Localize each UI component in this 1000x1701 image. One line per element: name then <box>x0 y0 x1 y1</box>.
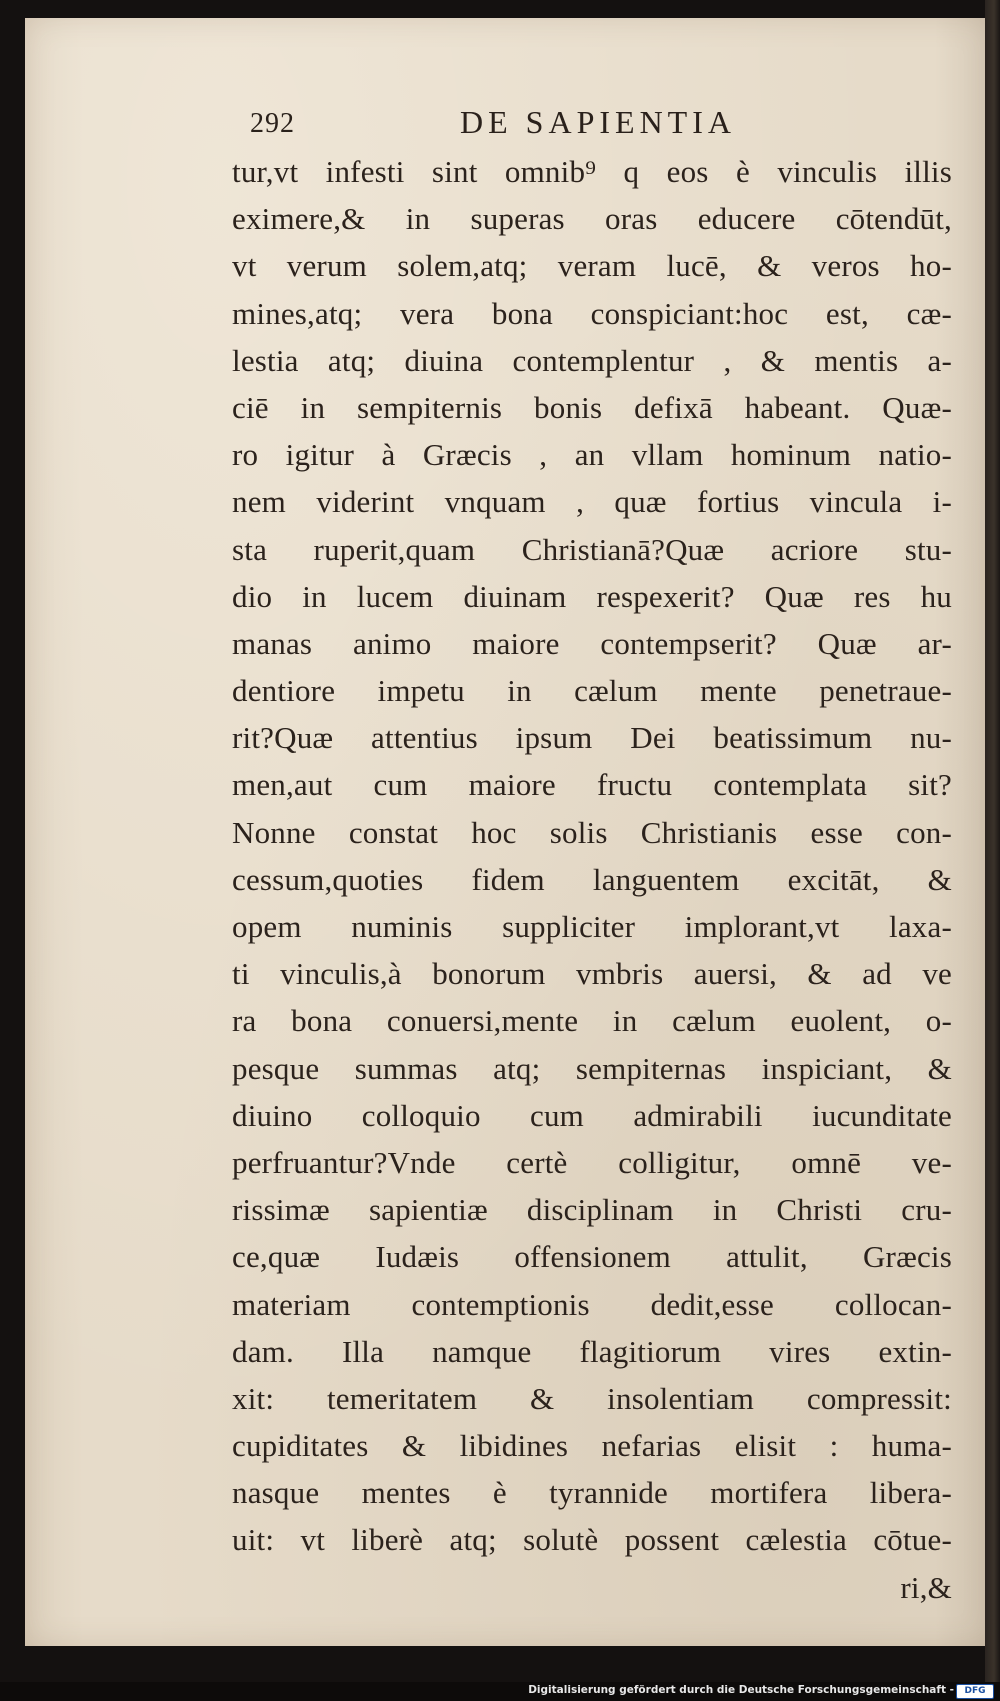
text-line: tur,vt infesti sint omnib⁹ q eos è vinculis illis <box>232 154 952 189</box>
text-line: uit: vt liberè atq; solutè possent cælestia cōtue- <box>232 1522 952 1558</box>
text-line: cessum,quoties fidem languentem excitāt, & <box>232 861 952 897</box>
text-line: eximere,& in superas oras educere cōtendūt, <box>232 201 952 237</box>
text-line: lestia atq; diuina contemplentur , & mentis a- <box>232 342 952 378</box>
funding-credit: Digitalisierung gefördert durch die Deutsche Forschungsgemeinschaft - <box>528 1684 954 1696</box>
text-line: nem viderint vnquam , quæ fortius vincula i- <box>232 484 952 520</box>
dfg-logo: DFG <box>956 1684 994 1699</box>
text-line: dentiore impetu in cælum mente penetraue- <box>232 673 952 709</box>
text-block <box>232 148 952 1611</box>
text-line: manas animo maiore contempserit? Quæ ar- <box>232 625 952 661</box>
text-line: rit?Quæ attentius ipsum Dei beatissimum nu- <box>232 720 952 756</box>
page-edge <box>985 0 1000 1701</box>
text-line: materiam contemptionis dedit,esse collocan- <box>232 1286 952 1322</box>
text-line: Nonne constat hoc solis Christianis esse con- <box>232 814 952 850</box>
catchword: ri,& <box>900 1569 952 1605</box>
text-line: dam. Illa namque flagitiorum vires extin- <box>232 1333 952 1369</box>
text-line: opem numinis suppliciter implorant,vt laxa- <box>232 909 952 944</box>
page-header <box>250 104 810 148</box>
text-line: diuino colloquio cum admirabili iucunditate <box>232 1097 952 1133</box>
text-line: xit: temeritatem & insolentiam compressit: <box>232 1380 952 1416</box>
text-line: sta ruperit,quam Christianā?Quæ acriore stu- <box>232 531 952 567</box>
text-line: vt verum solem,atq; veram lucē, & veros ho- <box>232 248 952 284</box>
text-line: dio in lucem diuinam respexerit? Quæ res hu <box>232 578 952 614</box>
text-line: ro igitur à Græcis , an vllam hominum natio- <box>232 437 952 473</box>
text-line: ciē in sempiternis bonis defixā habeant. Quæ- <box>232 389 952 425</box>
text-line: ce,quæ Iudæis offensionem attulit, Græcis <box>232 1239 952 1275</box>
text-line: perfruantur?Vnde certè colligitur, omnē ve- <box>232 1144 952 1180</box>
text-line: ra bona conuersi,mente in cælum euolent, o- <box>232 1003 952 1039</box>
text-line: cupiditates & libidines nefarias elisit : huma- <box>232 1428 952 1464</box>
text-line: ti vinculis,à bonorum vmbris auersi, & ad ve <box>232 956 952 992</box>
text-line: rissimæ sapientiæ disciplinam in Christi cru- <box>232 1192 952 1228</box>
text-line: nasque mentes è tyrannide mortifera libera- <box>232 1475 952 1511</box>
text-line: mines,atq; vera bona conspiciant:hoc est, cæ- <box>232 295 952 331</box>
text-line: pesque summas atq; sempiternas inspiciant, & <box>232 1050 952 1086</box>
page-number: 292 <box>250 108 295 139</box>
running-title: DE SAPIENTIA <box>460 104 736 140</box>
text-line: men,aut cum maiore fructu contemplata sit? <box>232 767 952 803</box>
